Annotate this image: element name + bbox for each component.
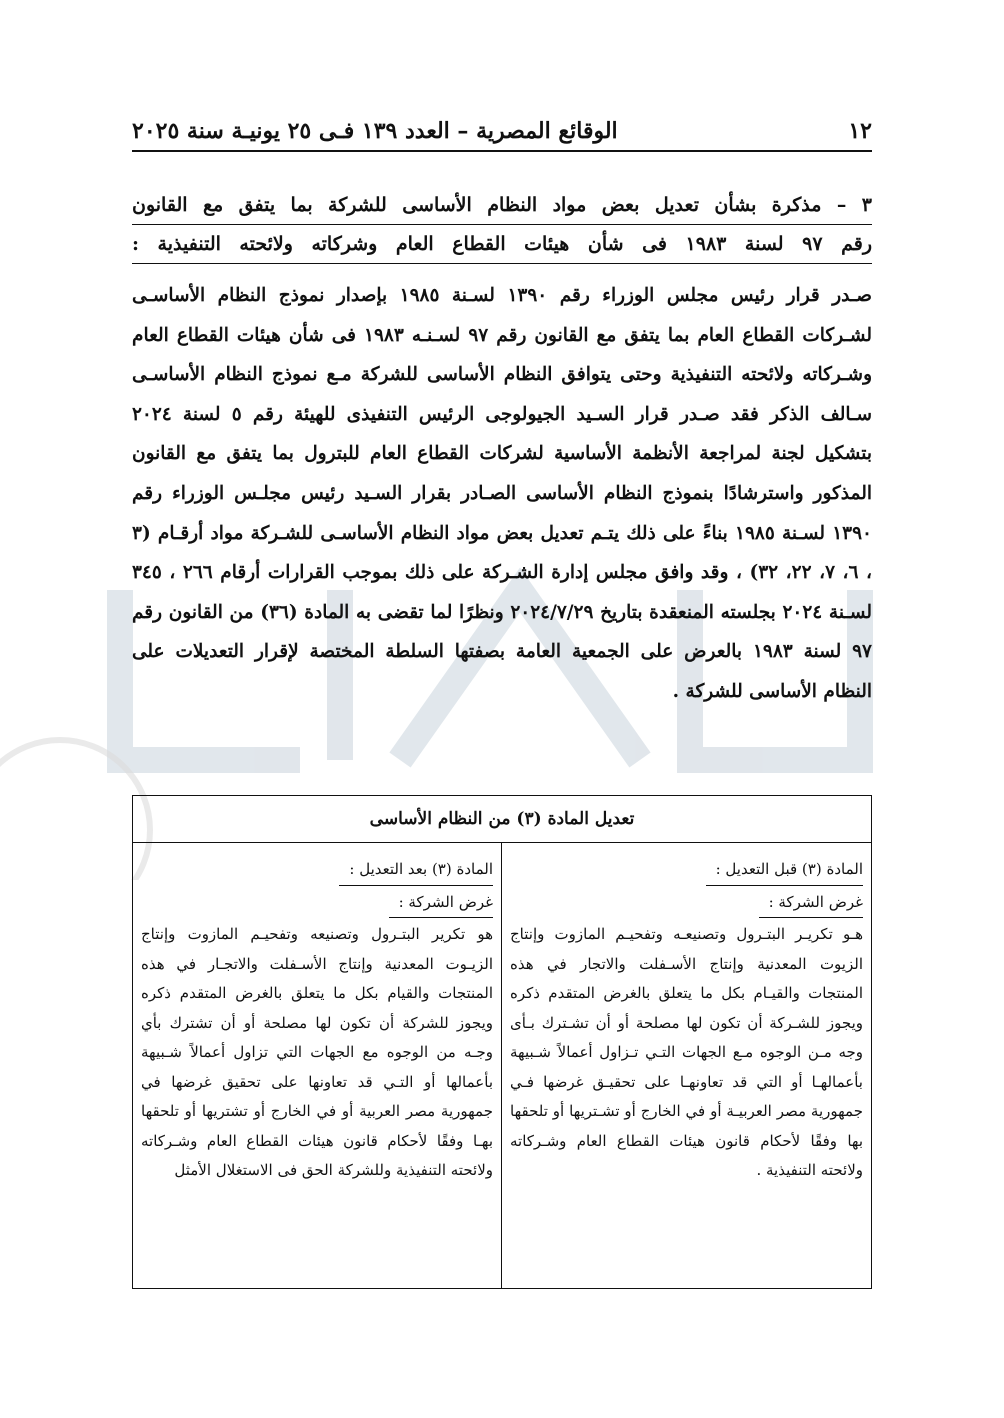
before-text: هـو تكريـر البتـرول وتصنيعـه وتفحيـم المازوت وإنتاج الزيوت المعدنية وإنتاج الأسـفلت والاتجار في هذه المنتجات والقيـام بكل ما يتعلق بالغرض المتقدم ذكره ويجوز للشـركة أن تكون لها مصلحة أو أن تشـترك بـأى وجه مـن الوجوه مـع الجهات التـي تـزاول أعمالاً شـبيهة بأعمالهـا أو التي قد تعاونهـا على تحقيـق غرضها فـي جمهورية مصر العربيـة أو في الخارج أو تشـتريها أو تلحقها بها وفقًا لأحكام قانون هيئات القطاع العام وشـركاته ولائحته التنفيذية .: [510, 925, 863, 1179]
section-title-line-2: رقم ٩٧ لسنة ١٩٨٣ فى شأن هيئات القطاع العام وشركاته ولائحته التنفيذية :: [132, 225, 872, 264]
after-label: المادة (٣) بعد التعديل :: [339, 855, 493, 886]
section-title: [132, 186, 872, 264]
section-title-line-1: ٣ – مذكرة بشأن تعديل بعض مواد النظام الأساسى للشركة بما يتفق مع القانون: [132, 186, 872, 225]
header-title: الوقائع المصرية – العدد ١٣٩ فـى ٢٥ يونيـة سنة ٢٠٢٥: [132, 118, 618, 144]
before-amendment-column: [502, 843, 871, 1289]
before-sublabel: غرض الشركة :: [759, 888, 863, 919]
after-amendment-column: [133, 843, 502, 1289]
before-label: المادة (٣) قبل التعديل :: [706, 855, 863, 886]
after-sublabel: غرض الشركة :: [389, 888, 493, 919]
page-header: [132, 112, 872, 152]
amendment-table: [132, 795, 872, 1289]
after-text: هو تكرير البتـرول وتصنيعه وتفحيـم المازوت وإنتاج الزيـوت المعدنية وإنتاج الأسـفلت والاتجـار في هذه المنتجات والقيام بكل ما يتعلق بالغرض المتقدم ذكره ويجوز للشركة أن تكون لها مصلحة أو أن تشترك بأي وجـه من الوجوه مع الجهات التي تزاول أعمالاً شـبيهة بأعمالها أو التـي قد تعاونها على تحقيق غرضها في جمهورية مصر العربية أو في الخارج أو تشتريها أو تلحقها بهـا وفقًا لأحكام قانون هيئات القطاع العام وشـركاته ولائحته التنفيذية وللشركة الحق فى الاستغلال الأمثل: [141, 925, 493, 1179]
page-number: ١٢: [848, 118, 872, 144]
body-paragraph: صـدر قرار رئيس مجلس الوزراء رقم ١٣٩٠ لسـنة ١٩٨٥ بإصدار نموذج النظام الأساسـى لشـركات القطاع العام بما يتفق مع القانون رقم ٩٧ لسـنـه ١٩٨٣ فى شأن هيئات القطاع العام وشـركاته ولائحته التنفيذية وحتى يتوافق النظام الأساسى للشركة مـع نموذج النظام الأساسـى سـالف الذكر فقد صـدر قرار السـيد الجيولوجى الرئيس التنفيذى للهيئة رقم ٥ لسنة ٢٠٢٤ بتشكيل لجنة لمراجعة الأنظمة الأساسية لشركات القطاع العام للبترول بما يتفق مع القانون المذكور واسترشادًا بنموذج النظام الأساسى الصـادر بقرار السـيد رئيس مجلـس الوزراء رقم ١٣٩٠ لسـنة ١٩٨٥ بناءً على ذلك يتـم تعديل بعض مواد النظام الأساسـى للشـركة مواد أرقـام (٣ ، ٦، ٧، ٢٢، ٣٢) ، وقد وافق مجلس إدارة الشـركة على ذلك بموجب القرارات أرقام ٢٦٦ ، ٣٤٥ لسـنة ٢٠٢٤ بجلسته المنعقدة بتاريخ ٢٠٢٤/٧/٢٩ ونظرًا لما تقضى به المادة (٣٦) من القانون رقم ٩٧ لسنة ١٩٨٣ بالعرض على الجمعية العامة بصفتها السلطة المختصة لإقرار التعديلات على النظام الأساسى للشركة .: [132, 285, 873, 702]
table-heading: تعديل المادة (٣) من النظام الأساسى: [133, 796, 871, 843]
